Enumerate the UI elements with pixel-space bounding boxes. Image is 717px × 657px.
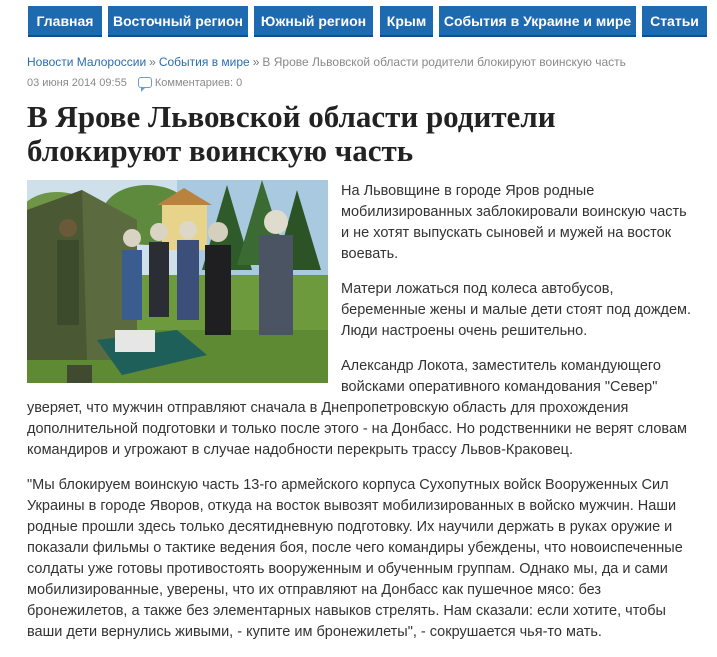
article-title: В Ярове Львовской области родители блокируют воинскую часть [27,99,556,168]
nav-item-ukraine-world-events[interactable]: События в Украине и мире [439,6,636,37]
photo-spacer [27,181,341,387]
nav-item-home[interactable]: Главная [28,6,102,37]
breadcrumb-home-link[interactable]: Новости Малороссии [27,55,147,69]
breadcrumb [27,55,626,69]
breadcrumb-current: В Ярове Львовской области родители блокируют воинскую часть [262,55,626,69]
nav-item-south-region[interactable]: Южный регион [254,6,373,37]
nav-item-articles[interactable]: Статьи [642,6,707,37]
article-meta [27,77,242,89]
breadcrumb-separator: » [252,55,260,69]
comment-bubble-icon [138,77,152,88]
article-date: 03 июня 2014 09:55 [27,77,127,89]
nav-item-east-region[interactable]: Восточный регион [108,6,248,37]
breadcrumb-section-link[interactable]: События в мире [158,55,250,69]
comments-count: Комментариев: 0 [154,77,243,89]
article-paragraph: Матери ложаться под колеса автобусов, беременные жены и малые дети стоят под дождем. Люди настроены очень решительно. [341,281,692,339]
nav-item-crimea[interactable]: Крым [380,6,433,37]
breadcrumb-separator: » [149,55,156,69]
comments-link[interactable] [138,77,242,89]
top-navigation [0,0,717,44]
article-paragraph: Александр Локота, заместитель командующего войсками оперативного командования "Север" уверяет, что мужчин отправляют сначала в Днепропетровскую область для прохождения дополнительной подготовки и только после этого - на Донбасс. Но родственники не верят словам командиров и угрожают в случае надобности перекрыть трассу Львов-Краковец. [27,358,687,458]
article-body [27,181,692,657]
article-paragraph: "Мы блокируем воинскую часть 13-го армейского корпуса Сухопутных войск Вооруженных Сил Украины в городе Яворов, откуда на восток вывозят мобилизированных в войско мужчин. Наши родные прошли здесь только десятидневную подготовку. Их научили держать в руках оружие и показали фильмы о тактике ведения боя, после чего командиры убеждены, что новоиспеченные солдаты уже готовы противостоять вооруженным и обученным группам. Однако мы, да и сами мобилизированные, уверены, что их отправляют на Донбасс как пушечное мясо: без бронежилетов, а также без элементарных навыков стрелять. Нам сказали: если хотите, чтобы ваши дети вернулись живыми, - купите им бронежилеты", - сокрушается чья-то мать. [27,477,683,640]
article-paragraph: На Львовщине в городе Яров родные мобилизированных заблокировали воинскую часть и не хотят выпускать сыновей и мужей на восток воевать. [341,183,687,262]
